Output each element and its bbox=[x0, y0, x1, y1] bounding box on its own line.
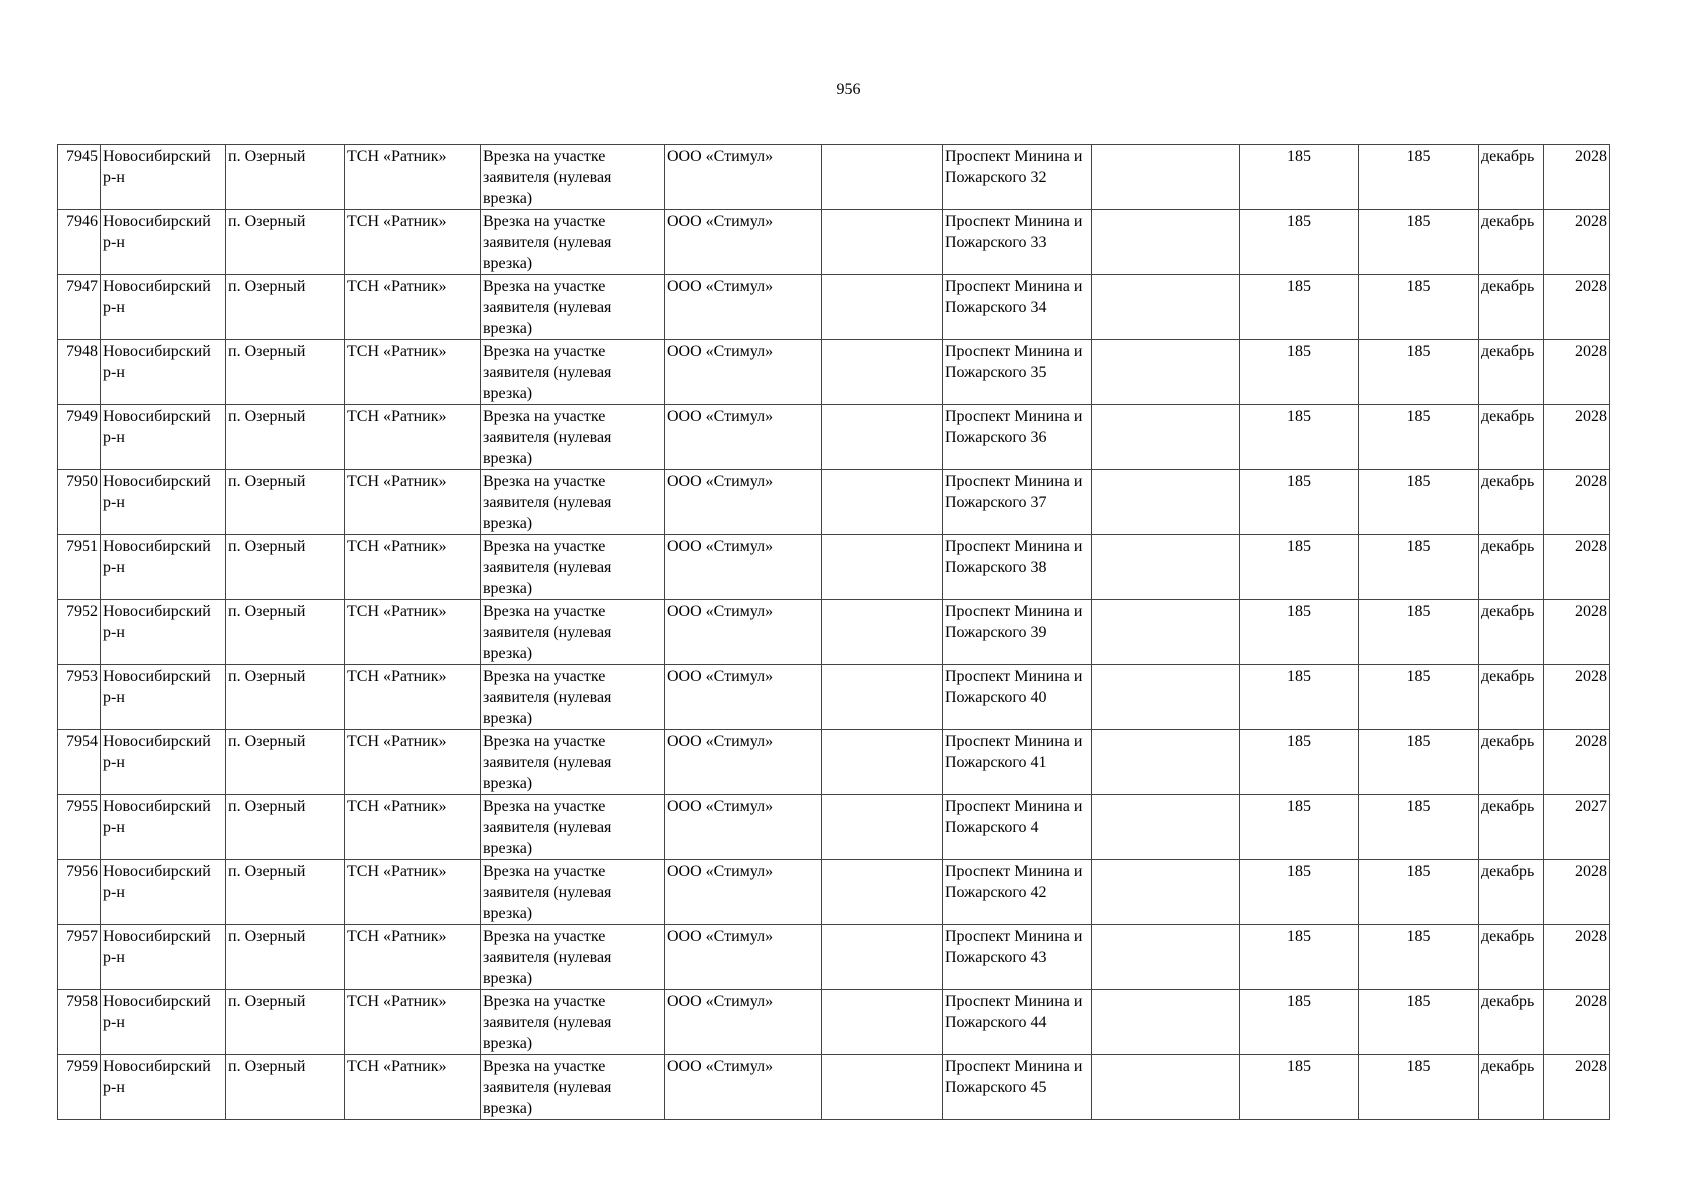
month-cell: декабрь bbox=[1479, 145, 1544, 210]
row-number-cell: 7951 bbox=[58, 535, 101, 600]
row-number-cell: 7949 bbox=[58, 405, 101, 470]
contractor-cell: ООО «Стимул» bbox=[665, 340, 822, 405]
empty-cell bbox=[1092, 405, 1240, 470]
empty-cell bbox=[1092, 470, 1240, 535]
district-cell: Новосибирский р-н bbox=[101, 210, 226, 275]
month-cell: декабрь bbox=[1479, 600, 1544, 665]
work-type-cell: Врезка на участке заявителя (нулевая врезка) bbox=[481, 665, 665, 730]
value-cell: 185 bbox=[1359, 990, 1479, 1055]
work-type-cell: Врезка на участке заявителя (нулевая врезка) bbox=[481, 925, 665, 990]
empty-cell bbox=[1092, 665, 1240, 730]
contractor-cell: ООО «Стимул» bbox=[665, 665, 822, 730]
organization-cell: ТСН «Ратник» bbox=[345, 665, 481, 730]
address-cell: Проспект Минина и Пожарского 4 bbox=[943, 795, 1092, 860]
table-body bbox=[58, 145, 1610, 1120]
organization-cell: ТСН «Ратник» bbox=[345, 535, 481, 600]
organization-cell: ТСН «Ратник» bbox=[345, 145, 481, 210]
settlement-cell: п. Озерный bbox=[226, 1055, 345, 1120]
empty-cell bbox=[822, 795, 943, 860]
empty-cell bbox=[1092, 210, 1240, 275]
empty-cell bbox=[1092, 340, 1240, 405]
empty-cell bbox=[822, 730, 943, 795]
organization-cell: ТСН «Ратник» bbox=[345, 470, 481, 535]
year-cell: 2028 bbox=[1544, 405, 1610, 470]
organization-cell: ТСН «Ратник» bbox=[345, 990, 481, 1055]
organization-cell: ТСН «Ратник» bbox=[345, 795, 481, 860]
contractor-cell: ООО «Стимул» bbox=[665, 600, 822, 665]
value-cell: 185 bbox=[1240, 535, 1359, 600]
contractor-cell: ООО «Стимул» bbox=[665, 275, 822, 340]
table-row bbox=[58, 860, 1610, 925]
month-cell: декабрь bbox=[1479, 470, 1544, 535]
table-row bbox=[58, 795, 1610, 860]
row-number-cell: 7945 bbox=[58, 145, 101, 210]
address-cell: Проспект Минина и Пожарского 32 bbox=[943, 145, 1092, 210]
year-cell: 2028 bbox=[1544, 340, 1610, 405]
settlement-cell: п. Озерный bbox=[226, 990, 345, 1055]
table-row bbox=[58, 990, 1610, 1055]
month-cell: декабрь bbox=[1479, 665, 1544, 730]
value-cell: 185 bbox=[1240, 730, 1359, 795]
contractor-cell: ООО «Стимул» bbox=[665, 405, 822, 470]
address-cell: Проспект Минина и Пожарского 34 bbox=[943, 275, 1092, 340]
value-cell: 185 bbox=[1359, 145, 1479, 210]
value-cell: 185 bbox=[1359, 340, 1479, 405]
district-cell: Новосибирский р-н bbox=[101, 470, 226, 535]
row-number-cell: 7958 bbox=[58, 990, 101, 1055]
empty-cell bbox=[822, 1055, 943, 1120]
settlement-cell: п. Озерный bbox=[226, 340, 345, 405]
settlement-cell: п. Озерный bbox=[226, 405, 345, 470]
value-cell: 185 bbox=[1359, 925, 1479, 990]
settlement-cell: п. Озерный bbox=[226, 860, 345, 925]
district-cell: Новосибирский р-н bbox=[101, 795, 226, 860]
address-cell: Проспект Минина и Пожарского 39 bbox=[943, 600, 1092, 665]
work-type-cell: Врезка на участке заявителя (нулевая врезка) bbox=[481, 145, 665, 210]
year-cell: 2028 bbox=[1544, 1055, 1610, 1120]
district-cell: Новосибирский р-н bbox=[101, 925, 226, 990]
value-cell: 185 bbox=[1359, 470, 1479, 535]
year-cell: 2028 bbox=[1544, 470, 1610, 535]
empty-cell bbox=[1092, 535, 1240, 600]
table-row bbox=[58, 665, 1610, 730]
table-row bbox=[58, 275, 1610, 340]
empty-cell bbox=[1092, 730, 1240, 795]
year-cell: 2028 bbox=[1544, 275, 1610, 340]
row-number-cell: 7953 bbox=[58, 665, 101, 730]
address-cell: Проспект Минина и Пожарского 33 bbox=[943, 210, 1092, 275]
row-number-cell: 7957 bbox=[58, 925, 101, 990]
empty-cell bbox=[1092, 925, 1240, 990]
settlement-cell: п. Озерный bbox=[226, 665, 345, 730]
empty-cell bbox=[1092, 275, 1240, 340]
district-cell: Новосибирский р-н bbox=[101, 860, 226, 925]
value-cell: 185 bbox=[1240, 145, 1359, 210]
contractor-cell: ООО «Стимул» bbox=[665, 145, 822, 210]
year-cell: 2028 bbox=[1544, 860, 1610, 925]
work-type-cell: Врезка на участке заявителя (нулевая врезка) bbox=[481, 990, 665, 1055]
organization-cell: ТСН «Ратник» bbox=[345, 340, 481, 405]
empty-cell bbox=[822, 340, 943, 405]
district-cell: Новосибирский р-н bbox=[101, 730, 226, 795]
organization-cell: ТСН «Ратник» bbox=[345, 210, 481, 275]
address-cell: Проспект Минина и Пожарского 44 bbox=[943, 990, 1092, 1055]
data-table bbox=[57, 144, 1610, 1120]
value-cell: 185 bbox=[1240, 210, 1359, 275]
empty-cell bbox=[822, 145, 943, 210]
district-cell: Новосибирский р-н bbox=[101, 665, 226, 730]
settlement-cell: п. Озерный bbox=[226, 275, 345, 340]
year-cell: 2028 bbox=[1544, 665, 1610, 730]
empty-cell bbox=[1092, 1055, 1240, 1120]
empty-cell bbox=[1092, 795, 1240, 860]
district-cell: Новосибирский р-н bbox=[101, 145, 226, 210]
empty-cell bbox=[1092, 860, 1240, 925]
value-cell: 185 bbox=[1240, 665, 1359, 730]
settlement-cell: п. Озерный bbox=[226, 600, 345, 665]
empty-cell bbox=[1092, 145, 1240, 210]
address-cell: Проспект Минина и Пожарского 37 bbox=[943, 470, 1092, 535]
settlement-cell: п. Озерный bbox=[226, 145, 345, 210]
table-row bbox=[58, 470, 1610, 535]
organization-cell: ТСН «Ратник» bbox=[345, 925, 481, 990]
row-number-cell: 7950 bbox=[58, 470, 101, 535]
month-cell: декабрь bbox=[1479, 535, 1544, 600]
month-cell: декабрь bbox=[1479, 795, 1544, 860]
empty-cell bbox=[822, 925, 943, 990]
work-type-cell: Врезка на участке заявителя (нулевая врезка) bbox=[481, 470, 665, 535]
value-cell: 185 bbox=[1359, 600, 1479, 665]
contractor-cell: ООО «Стимул» bbox=[665, 730, 822, 795]
address-cell: Проспект Минина и Пожарского 42 bbox=[943, 860, 1092, 925]
empty-cell bbox=[1092, 600, 1240, 665]
month-cell: декабрь bbox=[1479, 730, 1544, 795]
contractor-cell: ООО «Стимул» bbox=[665, 535, 822, 600]
district-cell: Новосибирский р-н bbox=[101, 275, 226, 340]
contractor-cell: ООО «Стимул» bbox=[665, 210, 822, 275]
empty-cell bbox=[822, 470, 943, 535]
organization-cell: ТСН «Ратник» bbox=[345, 275, 481, 340]
district-cell: Новосибирский р-н bbox=[101, 405, 226, 470]
value-cell: 185 bbox=[1359, 795, 1479, 860]
address-cell: Проспект Минина и Пожарского 40 bbox=[943, 665, 1092, 730]
empty-cell bbox=[822, 665, 943, 730]
address-cell: Проспект Минина и Пожарского 43 bbox=[943, 925, 1092, 990]
table-row bbox=[58, 535, 1610, 600]
value-cell: 185 bbox=[1240, 990, 1359, 1055]
table-row bbox=[58, 925, 1610, 990]
value-cell: 185 bbox=[1359, 405, 1479, 470]
month-cell: декабрь bbox=[1479, 275, 1544, 340]
work-type-cell: Врезка на участке заявителя (нулевая врезка) bbox=[481, 535, 665, 600]
table-row bbox=[58, 600, 1610, 665]
value-cell: 185 bbox=[1240, 275, 1359, 340]
month-cell: декабрь bbox=[1479, 860, 1544, 925]
row-number-cell: 7947 bbox=[58, 275, 101, 340]
district-cell: Новосибирский р-н bbox=[101, 535, 226, 600]
empty-cell bbox=[822, 405, 943, 470]
work-type-cell: Врезка на участке заявителя (нулевая врезка) bbox=[481, 795, 665, 860]
value-cell: 185 bbox=[1359, 535, 1479, 600]
value-cell: 185 bbox=[1240, 405, 1359, 470]
year-cell: 2028 bbox=[1544, 990, 1610, 1055]
value-cell: 185 bbox=[1240, 860, 1359, 925]
organization-cell: ТСН «Ратник» bbox=[345, 730, 481, 795]
table-row bbox=[58, 730, 1610, 795]
table-row bbox=[58, 1055, 1610, 1120]
district-cell: Новосибирский р-н bbox=[101, 990, 226, 1055]
year-cell: 2027 bbox=[1544, 795, 1610, 860]
row-number-cell: 7956 bbox=[58, 860, 101, 925]
organization-cell: ТСН «Ратник» bbox=[345, 600, 481, 665]
value-cell: 185 bbox=[1359, 1055, 1479, 1120]
empty-cell bbox=[822, 990, 943, 1055]
settlement-cell: п. Озерный bbox=[226, 795, 345, 860]
address-cell: Проспект Минина и Пожарского 41 bbox=[943, 730, 1092, 795]
value-cell: 185 bbox=[1240, 470, 1359, 535]
value-cell: 185 bbox=[1240, 795, 1359, 860]
address-cell: Проспект Минина и Пожарского 36 bbox=[943, 405, 1092, 470]
work-type-cell: Врезка на участке заявителя (нулевая врезка) bbox=[481, 730, 665, 795]
row-number-cell: 7954 bbox=[58, 730, 101, 795]
value-cell: 185 bbox=[1359, 860, 1479, 925]
organization-cell: ТСН «Ратник» bbox=[345, 1055, 481, 1120]
row-number-cell: 7959 bbox=[58, 1055, 101, 1120]
contractor-cell: ООО «Стимул» bbox=[665, 795, 822, 860]
settlement-cell: п. Озерный bbox=[226, 210, 345, 275]
page-number: 956 bbox=[836, 81, 861, 98]
district-cell: Новосибирский р-н bbox=[101, 600, 226, 665]
row-number-cell: 7946 bbox=[58, 210, 101, 275]
table-row bbox=[58, 405, 1610, 470]
value-cell: 185 bbox=[1359, 210, 1479, 275]
row-number-cell: 7955 bbox=[58, 795, 101, 860]
month-cell: декабрь bbox=[1479, 405, 1544, 470]
settlement-cell: п. Озерный bbox=[226, 535, 345, 600]
settlement-cell: п. Озерный bbox=[226, 925, 345, 990]
settlement-cell: п. Озерный bbox=[226, 730, 345, 795]
month-cell: декабрь bbox=[1479, 210, 1544, 275]
table-row bbox=[58, 210, 1610, 275]
organization-cell: ТСН «Ратник» bbox=[345, 405, 481, 470]
organization-cell: ТСН «Ратник» bbox=[345, 860, 481, 925]
month-cell: декабрь bbox=[1479, 1055, 1544, 1120]
address-cell: Проспект Минина и Пожарского 45 bbox=[943, 1055, 1092, 1120]
contractor-cell: ООО «Стимул» bbox=[665, 925, 822, 990]
month-cell: декабрь bbox=[1479, 990, 1544, 1055]
work-type-cell: Врезка на участке заявителя (нулевая врезка) bbox=[481, 275, 665, 340]
year-cell: 2028 bbox=[1544, 535, 1610, 600]
work-type-cell: Врезка на участке заявителя (нулевая врезка) bbox=[481, 405, 665, 470]
row-number-cell: 7952 bbox=[58, 600, 101, 665]
value-cell: 185 bbox=[1240, 1055, 1359, 1120]
district-cell: Новосибирский р-н bbox=[101, 340, 226, 405]
address-cell: Проспект Минина и Пожарского 38 bbox=[943, 535, 1092, 600]
value-cell: 185 bbox=[1240, 925, 1359, 990]
contractor-cell: ООО «Стимул» bbox=[665, 990, 822, 1055]
work-type-cell: Врезка на участке заявителя (нулевая врезка) bbox=[481, 340, 665, 405]
empty-cell bbox=[1092, 990, 1240, 1055]
contractor-cell: ООО «Стимул» bbox=[665, 1055, 822, 1120]
year-cell: 2028 bbox=[1544, 145, 1610, 210]
table-row bbox=[58, 145, 1610, 210]
empty-cell bbox=[822, 600, 943, 665]
empty-cell bbox=[822, 275, 943, 340]
contractor-cell: ООО «Стимул» bbox=[665, 860, 822, 925]
empty-cell bbox=[822, 860, 943, 925]
work-type-cell: Врезка на участке заявителя (нулевая врезка) bbox=[481, 210, 665, 275]
year-cell: 2028 bbox=[1544, 925, 1610, 990]
value-cell: 185 bbox=[1240, 600, 1359, 665]
year-cell: 2028 bbox=[1544, 730, 1610, 795]
work-type-cell: Врезка на участке заявителя (нулевая врезка) bbox=[481, 860, 665, 925]
work-type-cell: Врезка на участке заявителя (нулевая врезка) bbox=[481, 1055, 665, 1120]
value-cell: 185 bbox=[1359, 730, 1479, 795]
value-cell: 185 bbox=[1240, 340, 1359, 405]
settlement-cell: п. Озерный bbox=[226, 470, 345, 535]
empty-cell bbox=[822, 535, 943, 600]
value-cell: 185 bbox=[1359, 275, 1479, 340]
contractor-cell: ООО «Стимул» bbox=[665, 470, 822, 535]
address-cell: Проспект Минина и Пожарского 35 bbox=[943, 340, 1092, 405]
work-type-cell: Врезка на участке заявителя (нулевая врезка) bbox=[481, 600, 665, 665]
table-row bbox=[58, 340, 1610, 405]
row-number-cell: 7948 bbox=[58, 340, 101, 405]
year-cell: 2028 bbox=[1544, 210, 1610, 275]
district-cell: Новосибирский р-н bbox=[101, 1055, 226, 1120]
month-cell: декабрь bbox=[1479, 340, 1544, 405]
empty-cell bbox=[822, 210, 943, 275]
value-cell: 185 bbox=[1359, 665, 1479, 730]
month-cell: декабрь bbox=[1479, 925, 1544, 990]
year-cell: 2028 bbox=[1544, 600, 1610, 665]
